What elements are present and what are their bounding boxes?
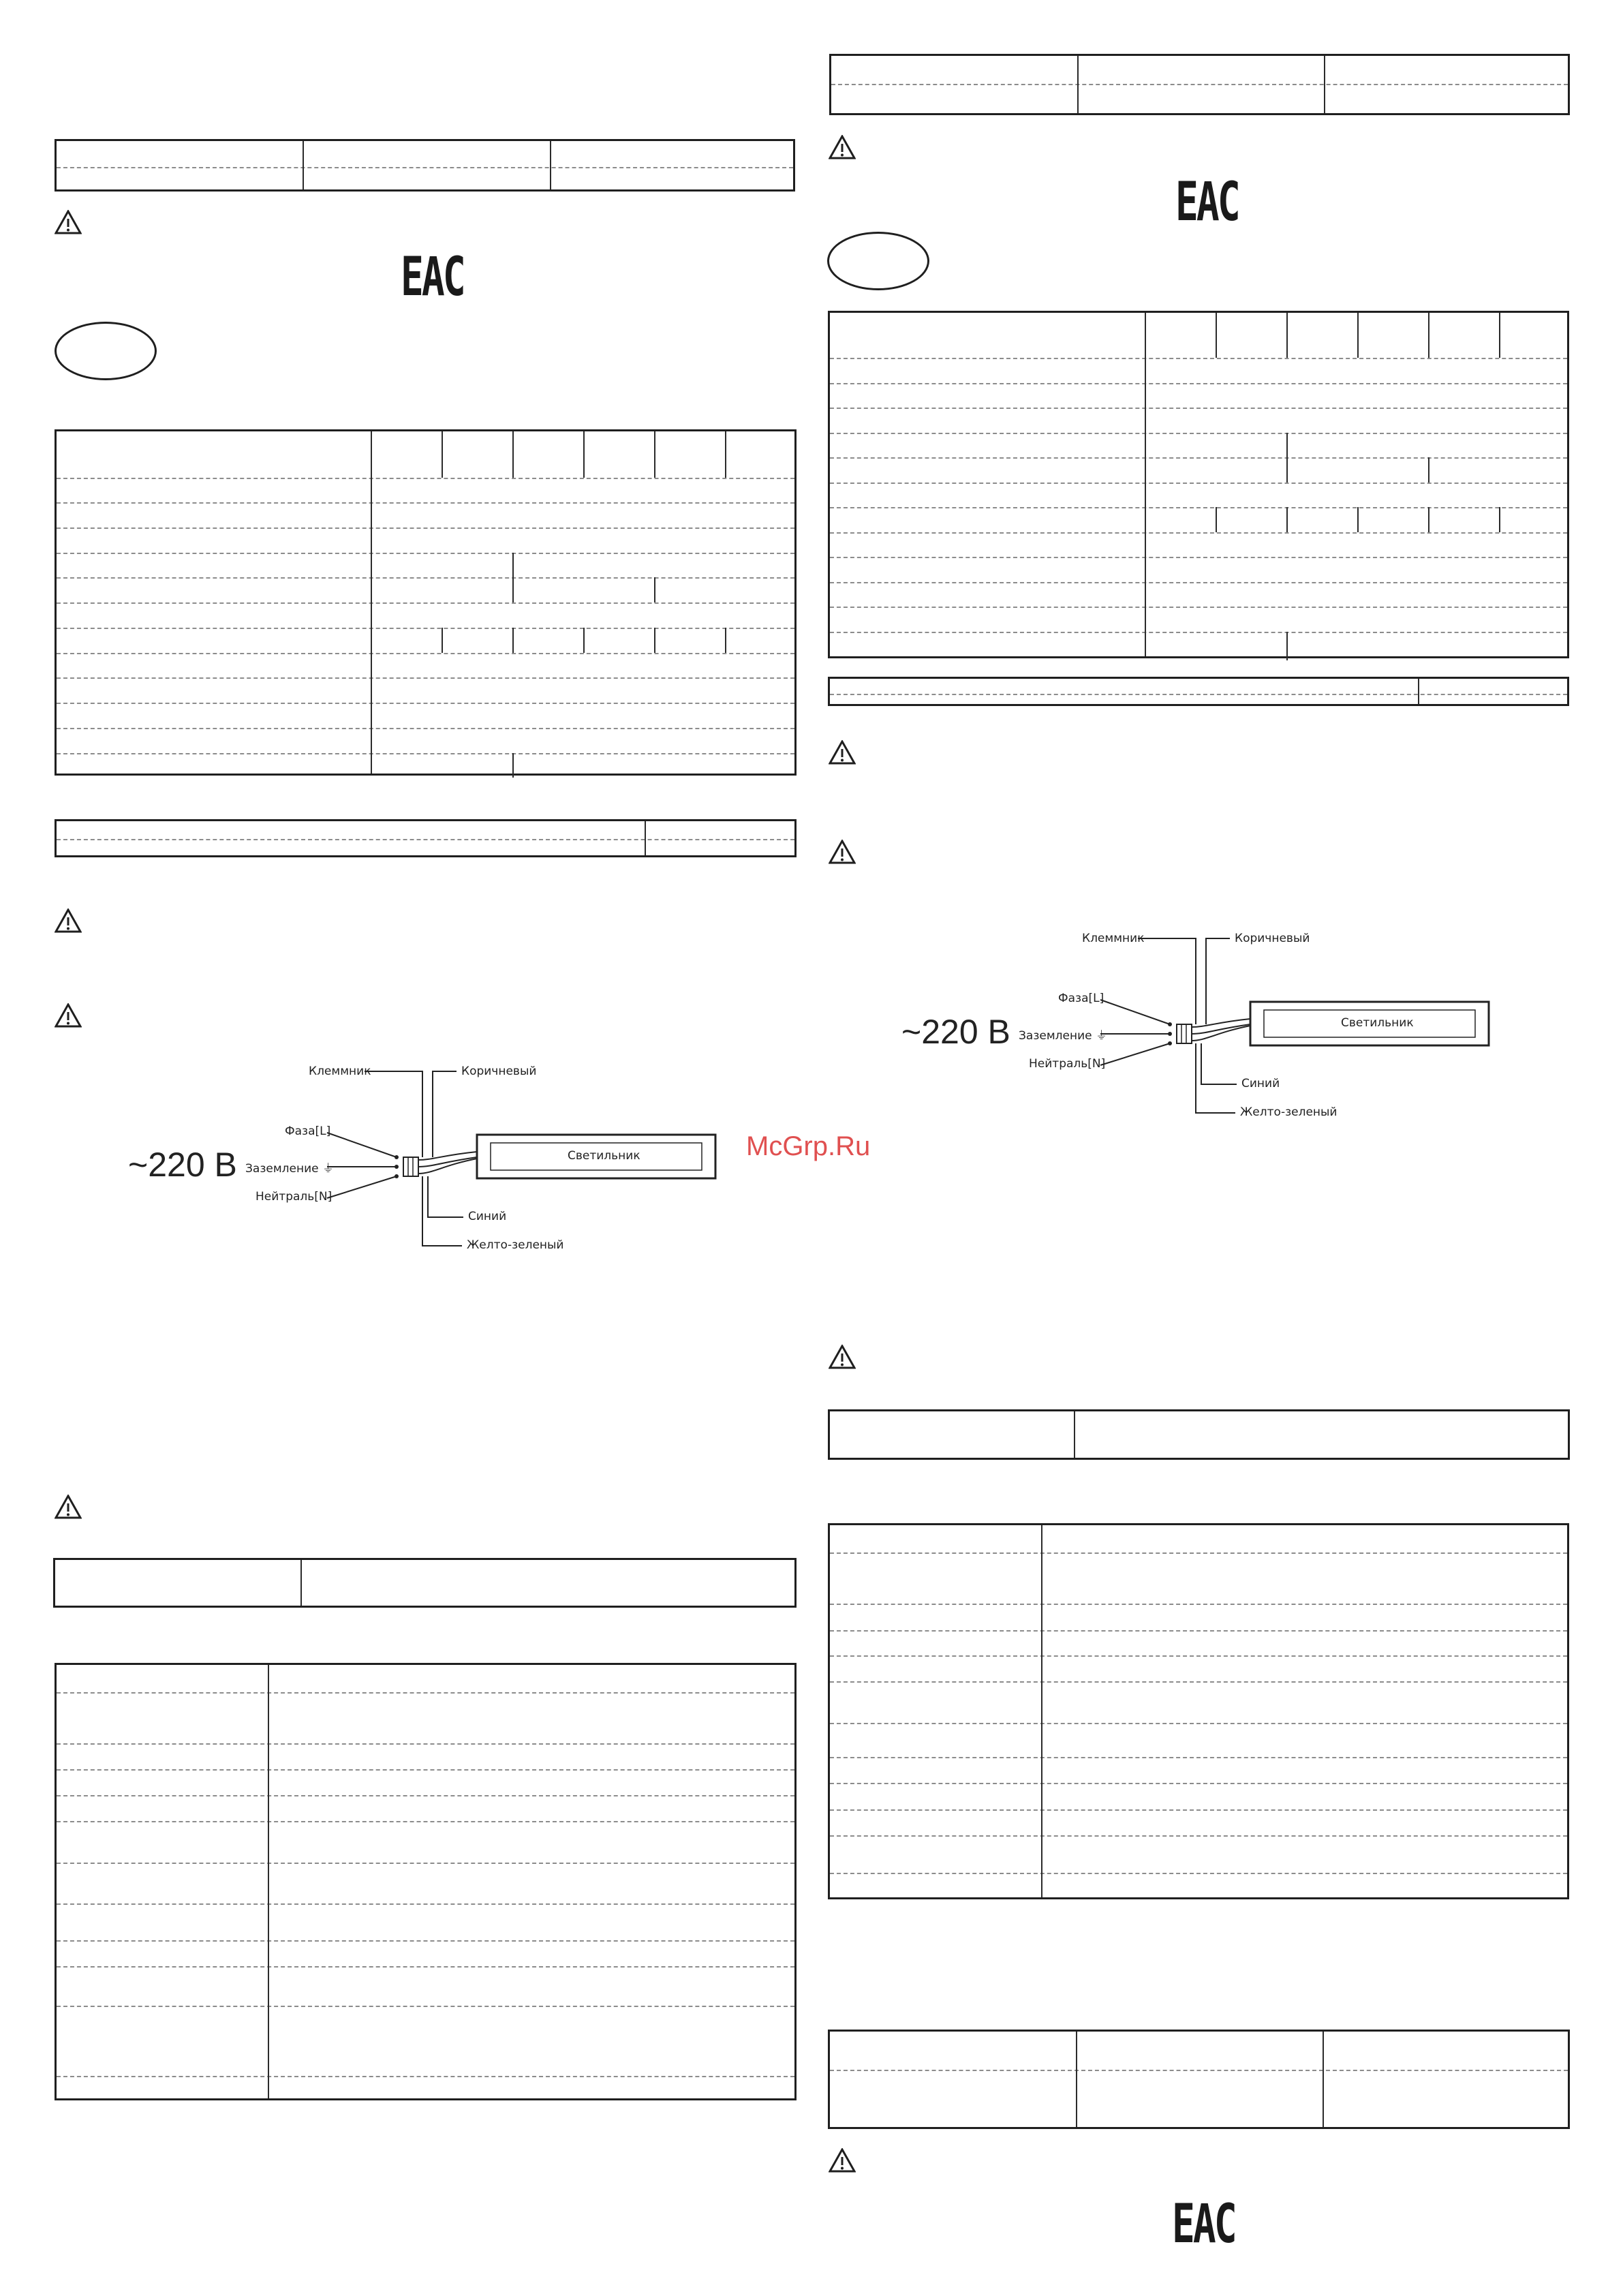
left-top-table (55, 139, 795, 192)
luminaire-label: Светильник (568, 1149, 640, 1163)
blue-wire-label: Синий (1241, 1077, 1280, 1090)
warning-icon (829, 135, 856, 159)
brown-wire-label: Коричневый (1235, 932, 1310, 945)
right-spec-table (828, 311, 1569, 658)
left-long-table (55, 1663, 797, 2100)
warning-icon (55, 210, 82, 234)
warning-icon (55, 1003, 82, 1028)
eac-logo: EAC (1175, 172, 1239, 233)
blue-wire-label: Синий (468, 1210, 507, 1223)
yellow-green-wire-label: Желто-зеленый (1240, 1105, 1338, 1119)
warning-icon (829, 2148, 856, 2173)
neutral-label: Нейтраль[N] (1029, 1057, 1106, 1071)
warning-icon (829, 1345, 856, 1369)
terminal-label: Клеммник (1082, 932, 1145, 945)
warning-icon (829, 840, 856, 864)
eac-logo: EAC (1172, 2194, 1235, 2255)
eac-logo: EAC (401, 247, 464, 308)
phase-label: Фаза[L] (1058, 992, 1104, 1005)
right-long-table (828, 1523, 1569, 1899)
terminal-label: Клеммник (309, 1065, 371, 1078)
right-bottom-table (828, 2030, 1570, 2129)
watermark: McGrp.Ru (746, 1131, 871, 1161)
warning-icon (829, 740, 856, 765)
yellow-green-wire-label: Желто-зеленый (467, 1238, 564, 1252)
language-oval (827, 232, 929, 290)
left-spec-table (55, 429, 797, 776)
warning-icon (55, 908, 82, 933)
phase-label: Фаза[L] (285, 1124, 331, 1138)
ground-label: Заземление ⏚ (245, 1162, 334, 1176)
ground-label: Заземление ⏚ (1019, 1029, 1107, 1043)
left-box-table (53, 1558, 797, 1608)
wiring-diagram-left (123, 1056, 736, 1261)
luminaire-label: Светильник (1341, 1016, 1414, 1030)
wiring-diagram-right (896, 923, 1509, 1128)
brown-wire-label: Коричневый (461, 1065, 537, 1078)
right-top-table (829, 54, 1570, 115)
voltage-label: ~220 В (128, 1146, 237, 1184)
warning-icon (55, 1495, 82, 1519)
left-small-table (55, 819, 797, 857)
voltage-label: ~220 В (901, 1013, 1010, 1051)
right-box-table (828, 1409, 1570, 1460)
right-small-table (828, 677, 1569, 706)
neutral-label: Нейтраль[N] (256, 1190, 333, 1204)
language-oval (55, 322, 157, 380)
